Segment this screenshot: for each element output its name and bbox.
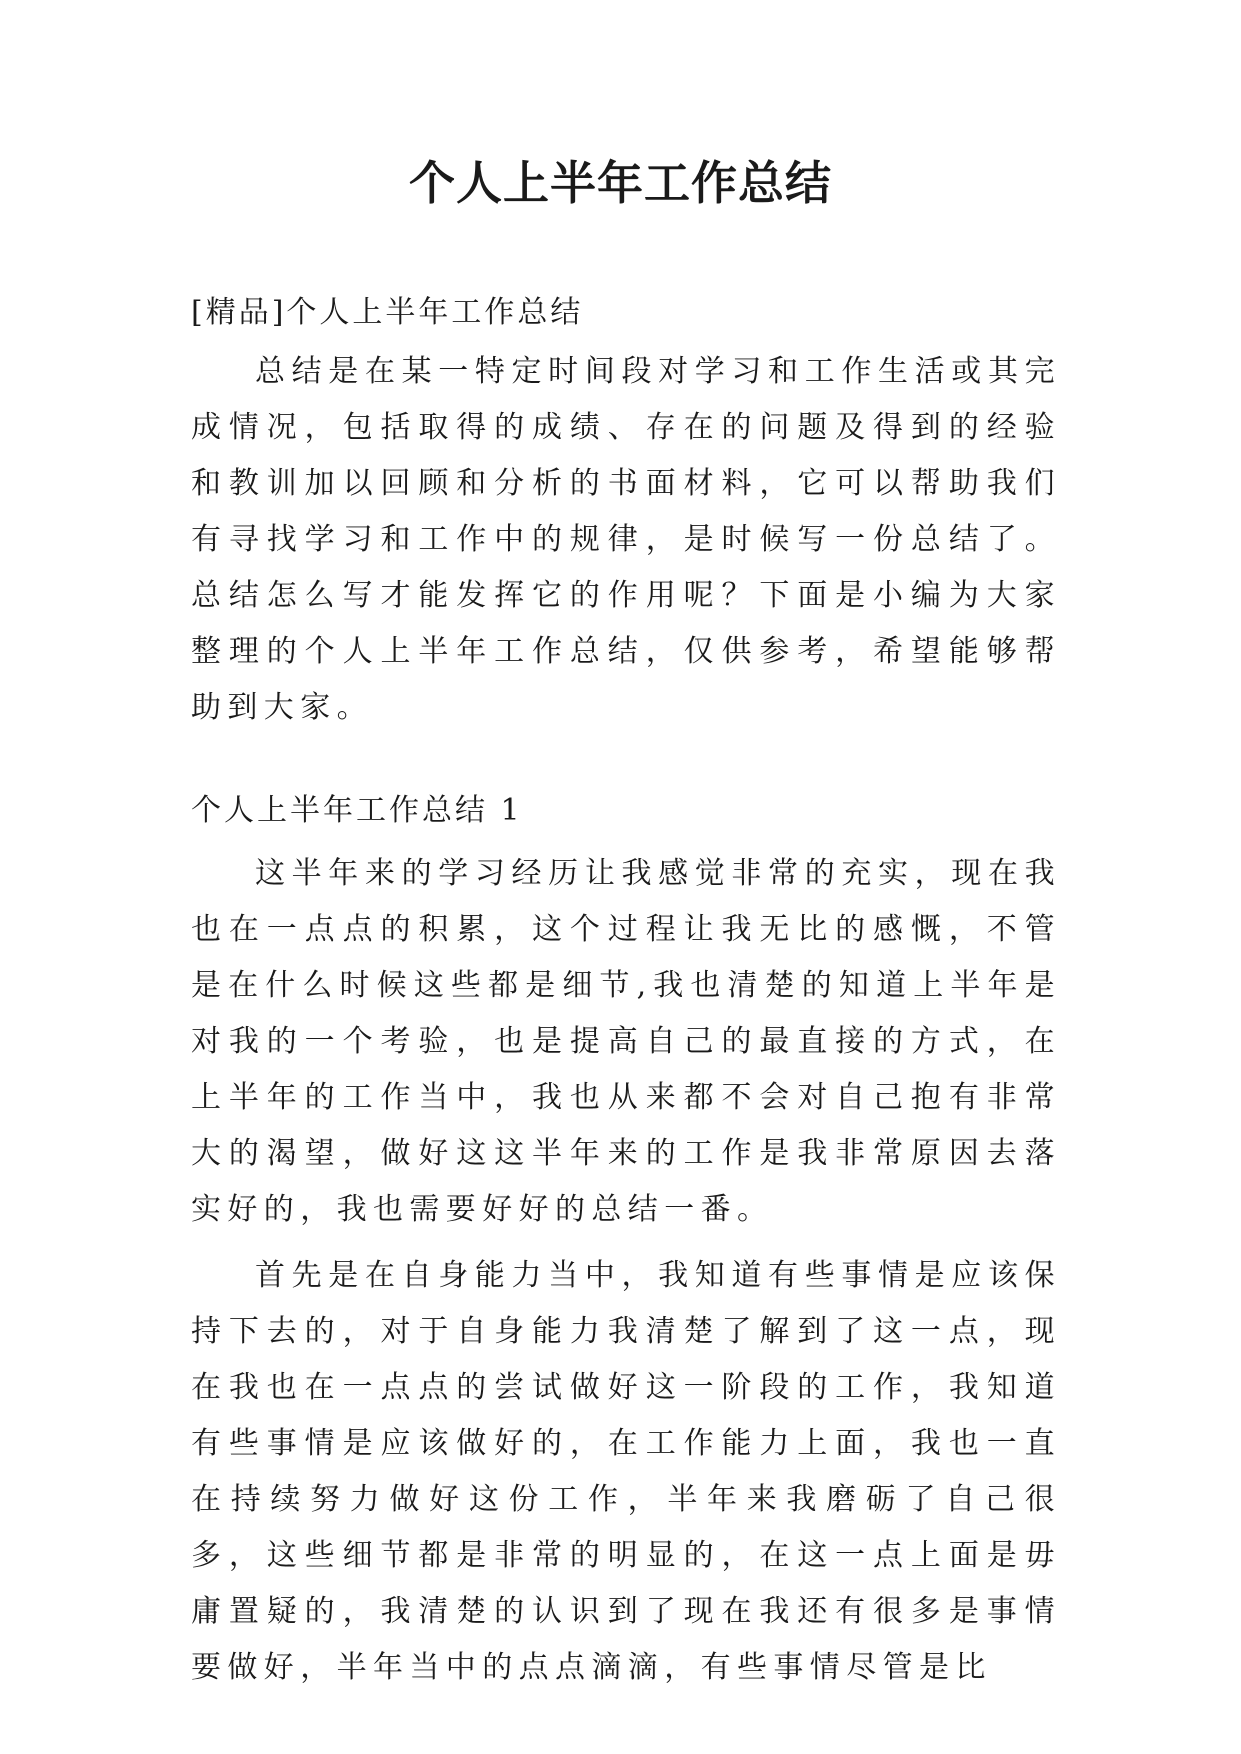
intro-heading: [精品]个人上半年工作总结 bbox=[191, 295, 584, 330]
section-paragraph: 这半年来的学习经历让我感觉非常的充实，现在我也在一点点的积累，这个过程让我无比的感慨，不管是在什么时候这些都是细节,我也清楚的知道上半年是对我的一个考验，也是提高自己的最直接的方式，在上半年的工作当中，我也从来都不会对自己抱有非常大的渴望，做好这这半年来的工作是我非常原因去落实好的，我也需要好好的总结一番。 bbox=[191, 856, 1061, 1227]
document-title: 个人上半年工作总结 bbox=[409, 156, 832, 210]
intro-paragraph: 总结是在某一特定时间段对学习和工作生活或其完成情况，包括取得的成绩、存在的问题及得到的经验和教训加以回顾和分析的书面材料，它可以帮助我们有寻找学习和工作中的规律，是时候写一份总结了。总结怎么写才能发挥它的作用呢？下面是小编为大家整理的个人上半年工作总结，仅供参考，希望能够帮助到大家。 bbox=[191, 354, 1061, 725]
section-heading: 个人上半年工作总结 1 bbox=[191, 793, 523, 828]
section-paragraph: 首先是在自身能力当中，我知道有些事情是应该保持下去的，对于自身能力我清楚了解到了这一点，现在我也在一点点的尝试做好这一阶段的工作，我知道有些事情是应该做好的，在工作能力上面，我也一直在持续努力做好这份工作，半年来我磨砺了自己很多，这些细节都是非常的明显的，在这一点上面是毋庸置疑的，我清楚的认识到了现在我还有很多是事情要做好，半年当中的点点滴滴，有些事情尽管是比 bbox=[191, 1258, 1061, 1685]
document-body bbox=[191, 288, 1061, 1696]
